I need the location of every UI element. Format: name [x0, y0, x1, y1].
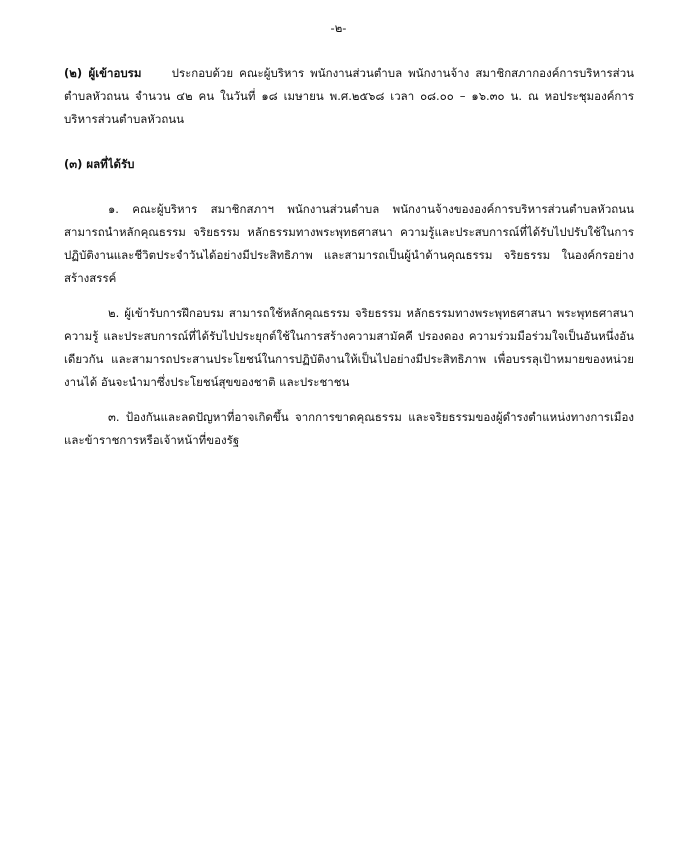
- page-number: -๒-: [330, 21, 347, 35]
- participants-paragraph: [64, 62, 634, 131]
- result-item-3: ๓. ป้องกันและลดปัญหาที่อาจเกิดขึ้น จากการขาดคุณธรรม และจริยธรรมของผู้ดำรงตำแหน่งทางการเมืองและข้าราชการหรือเจ้าหน้าที่ของรัฐ: [64, 410, 634, 447]
- result-item-1: ๑. คณะผู้บริหาร สมาชิกสภาฯ พนักงานส่วนตำบล พนักงานจ้างขององค์การบริหารส่วนตำบลหัวถนน สามารถนำหลักคุณธรรม จริยธรรม หลักธรรมทางพระพุทธศาสนา ความรู้และประสบการณ์ที่ได้รับไปปรับใช้ในการปฏิบัติงานและชีวิตประจำวันได้อย่างมีประสิทธิภาพ และสามารถเป็นผู้นำด้านคุณธรรม จริยธรรม ในองค์กรอย่างสร้างสรรค์: [64, 202, 634, 285]
- section-spacer: [64, 131, 634, 153]
- item-spacer: [64, 394, 634, 406]
- results-heading: (๓) ผลที่ได้รับ: [64, 157, 135, 171]
- participants-spacer: [147, 66, 165, 80]
- participants-heading: (๒) ผู้เข้าอบรม: [64, 66, 142, 80]
- result-item-2: ๒. ผู้เข้ารับการฝึกอบรม สามารถใช้หลักคุณธรรม จริยธรรม หลักธรรมทางพระพุทธศาสนา พระพุทธศาสนา ความรู้ และประสบการณ์ที่ได้รับไปประยุกต์ใช้ในการสร้างความสามัคคี ปรองดอง ความร่วมมือร่วมใจเป็นอันหนึ่งอันเดียวกัน และสามารถประสานประโยชน์ในการปฏิบัติงานให้เป็นไปอย่างมีประสิทธิภาพ เพื่อบรรลุเป้าหมายของหน่วยงานได้ อันจะนำมาซึ่งประโยชน์สุขของชาติ และประชาชน: [64, 306, 634, 389]
- participants-text: ประกอบด้วย คณะผู้บริหาร พนักงานส่วนตำบล พนักงานจ้าง สมาชิกสภากองค์การบริหารส่วนตำบลหัวถนน จำนวน ๔๒ คน ในวันที่ ๑๘ เมษายน พ.ศ.๒๕๖๘ เวลา ๐๘.๐๐ – ๑๖.๓๐ น. ณ หอประชุมองค์การบริหารส่วนตำบลหัวถนน: [64, 66, 635, 126]
- item-spacer: [64, 290, 634, 302]
- document-body: [64, 62, 634, 452]
- section-spacer: [64, 176, 634, 198]
